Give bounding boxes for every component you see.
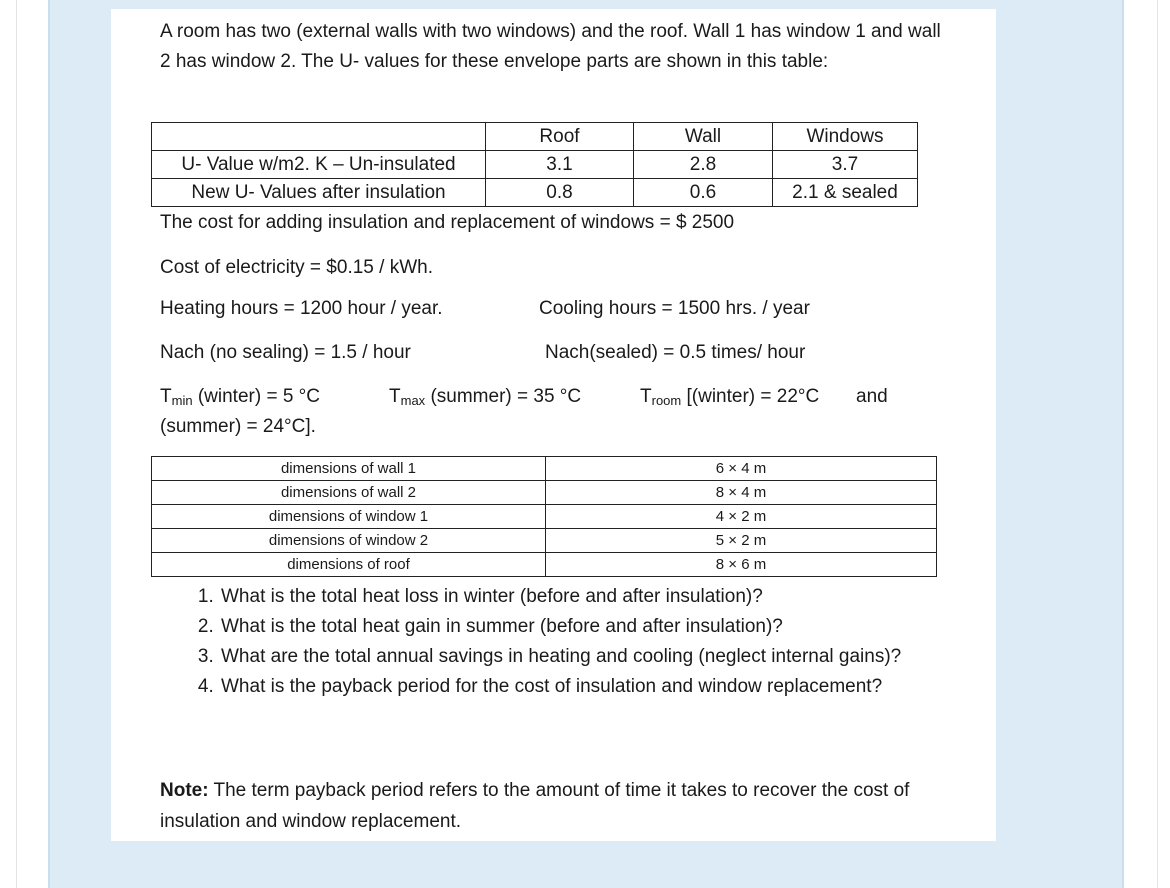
dimensions-table — [151, 456, 937, 577]
table-cell: 6 × 4 m — [546, 457, 937, 481]
cooling-hours: Cooling hours = 1500 hrs. / year — [539, 298, 810, 319]
note-paragraph — [160, 775, 920, 837]
table-row — [152, 505, 937, 529]
table-cell: Wall — [634, 123, 773, 151]
note-text: The term payback period refers to the amount of time it takes to recover the cost of insulation and window replacement. — [160, 780, 910, 832]
table-cell: U- Value w/m2. K – Un-insulated — [152, 151, 486, 179]
tmax-summer: $T_{max}$ (summer) = 35 °C — [389, 386, 582, 408]
table-cell: dimensions of roof — [152, 553, 546, 577]
table-row — [152, 151, 918, 179]
question-list — [191, 582, 939, 702]
cost-line: The cost for adding insulation and replacement of windows = $ 2500 — [160, 212, 735, 233]
table-cell: 4 × 2 m — [546, 505, 937, 529]
table-cell: New U- Values after insulation — [152, 179, 486, 207]
table-cell: 5 × 2 m — [546, 529, 937, 553]
table-cell: dimensions of window 1 — [152, 505, 546, 529]
table-cell: 0.8 — [486, 179, 634, 207]
table-header-row — [152, 123, 918, 151]
nach-sealed: Nach(sealed) = 0.5 times/ hour — [545, 342, 806, 363]
table-cell: 3.7 — [773, 151, 918, 179]
table-row — [152, 481, 937, 505]
table-cell: 8 × 4 m — [546, 481, 937, 505]
table-row — [152, 529, 937, 553]
table-row — [152, 457, 937, 481]
table-row — [152, 553, 937, 577]
table-cell: 0.6 — [634, 179, 773, 207]
tmin-winter: $T_{min}$ (winter) = 5 °C — [160, 386, 320, 408]
table-cell: Windows — [773, 123, 918, 151]
u-value-table — [151, 122, 918, 207]
question-item: 4. What is the payback period for the cost of insulation and window replacement? — [219, 672, 939, 702]
troom-summer: (summer) = 24°C]. — [160, 416, 316, 437]
and-word: and — [856, 386, 888, 407]
table-row — [152, 179, 918, 207]
table-cell: 2.1 & sealed — [773, 179, 918, 207]
intro-paragraph: A room has two (external walls with two windows) and the roof. Wall 1 has window 1 and wall 2 has window 2. The U- values for these envelope parts are shown in this table: — [160, 21, 941, 72]
question-document — [111, 9, 996, 841]
nach-no-sealing: Nach (no sealing) = 1.5 / hour — [160, 342, 411, 363]
troom-winter: $T_{room}$ [(winter) = 22°C — [640, 386, 820, 408]
heating-hours: Heating hours = 1200 hour / year. — [160, 298, 443, 319]
table-cell: 8 × 6 m — [546, 553, 937, 577]
table-cell: dimensions of window 2 — [152, 529, 546, 553]
table-cell: dimensions of wall 1 — [152, 457, 546, 481]
table-cell — [152, 123, 486, 151]
electricity-cost: Cost of electricity = $0.15 / kWh. — [160, 257, 433, 278]
question-item: 1. What is the total heat loss in winter (before and after insulation)? — [219, 582, 939, 612]
table-cell: 3.1 — [486, 151, 634, 179]
table-cell: Roof — [486, 123, 634, 151]
question-item: 3. What are the total annual savings in heating and cooling (neglect internal gains)? — [219, 642, 939, 672]
table-cell: 2.8 — [634, 151, 773, 179]
question-item: 2. What is the total heat gain in summer (before and after insulation)? — [219, 612, 939, 642]
note-label: Note: — [160, 780, 209, 801]
table-cell: dimensions of wall 2 — [152, 481, 546, 505]
